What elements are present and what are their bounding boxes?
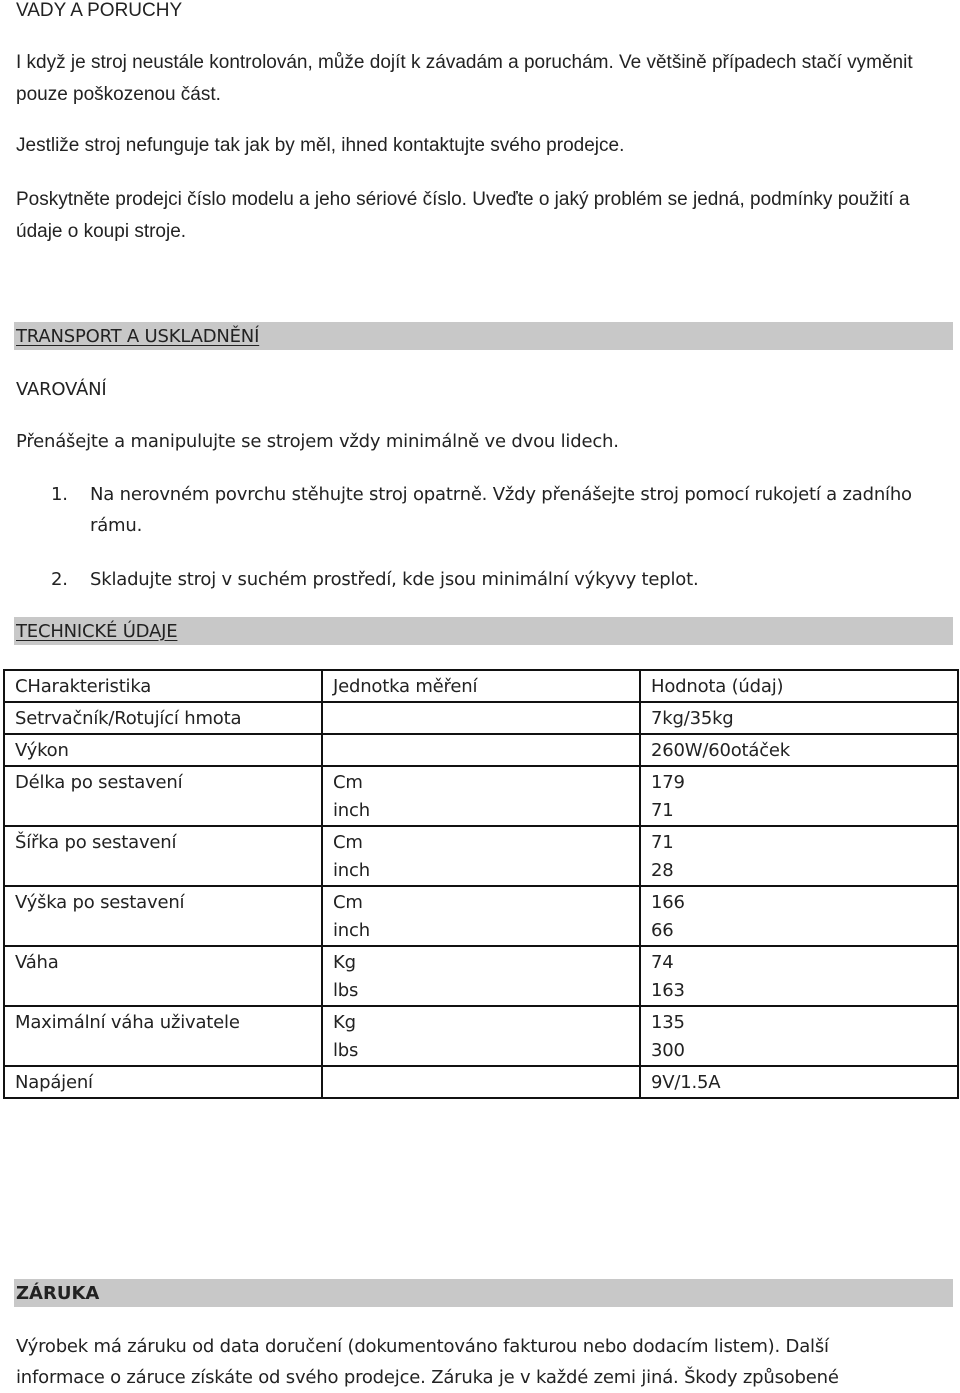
table-row xyxy=(4,734,958,766)
list-item-number: 1. xyxy=(51,484,68,505)
faults-paragraph-1: I když je stroj neustále kontrolován, může dojít k závadám a poruchám. Ve většině případech stačí vyměnit pouze poškozenou část. xyxy=(16,52,913,105)
table-header-row xyxy=(4,670,958,702)
column-header: Hodnota (údaj) xyxy=(640,670,958,702)
spec-value-cell: 260W/60otáček xyxy=(640,734,958,766)
spec-name-cell: Šířka po sestavení xyxy=(4,826,322,886)
spec-unit-cell: Kg lbs xyxy=(322,1006,640,1066)
faults-paragraph-3: Poskytněte prodejci číslo modelu a jeho sériové číslo. Uveďte o jaký problém se jedná, podmínky použití a údaje o koupi stroje. xyxy=(16,189,910,242)
specs-heading-bar xyxy=(14,617,953,645)
warranty-line-2: informace o záruce získáte od svého prodejce. Záruka je v každé zemi jiná. Škody způsobené xyxy=(16,1367,839,1388)
table-row xyxy=(4,702,958,734)
list-item-text: Skladujte stroj v suchém prostředí, kde jsou minimální výkyvy teplot. xyxy=(90,569,699,590)
transport-heading: TRANSPORT A USKLADNĚNÍ xyxy=(16,326,260,347)
spec-name-cell: Maximální váha uživatele xyxy=(4,1006,322,1066)
faults-heading: VADY A PORUCHY xyxy=(16,0,183,21)
table-row xyxy=(4,886,958,946)
spec-value-cell: 7kg/35kg xyxy=(640,702,958,734)
spec-value-cell: 9V/1.5A xyxy=(640,1066,958,1098)
faults-paragraph-2: Jestliže stroj nefunguje tak jak by měl, ihned kontaktujte svého prodejce. xyxy=(16,135,625,156)
spec-unit-cell: Cm inch xyxy=(322,766,640,826)
list-item-number: 2. xyxy=(51,569,68,590)
spec-unit-cell: Cm inch xyxy=(322,826,640,886)
spec-value-cell: 74 163 xyxy=(640,946,958,1006)
spec-unit-cell xyxy=(322,702,640,734)
list-item-text: Na nerovném povrchu stěhujte stroj opatrně. Vždy přenášejte stroj pomocí rukojetí a zadního rámu. xyxy=(90,484,912,536)
spec-name-cell: Výkon xyxy=(4,734,322,766)
spec-unit-cell: Kg lbs xyxy=(322,946,640,1006)
table-row xyxy=(4,1066,958,1098)
spec-value-cell: 71 28 xyxy=(640,826,958,886)
transport-heading-bar xyxy=(14,322,953,350)
spec-name-cell: Setrvačník/Rotující hmota xyxy=(4,702,322,734)
specs-table xyxy=(3,669,959,1099)
spec-value-cell: 179 71 xyxy=(640,766,958,826)
spec-value-cell: 135 300 xyxy=(640,1006,958,1066)
spec-unit-cell xyxy=(322,734,640,766)
warning-label: VAROVÁNÍ xyxy=(16,379,107,400)
column-header: Jednotka měření xyxy=(322,670,640,702)
spec-unit-cell: Cm inch xyxy=(322,886,640,946)
warranty-heading: ZÁRUKA xyxy=(16,1283,100,1304)
spec-unit-cell xyxy=(322,1066,640,1098)
spec-name-cell: Výška po sestavení xyxy=(4,886,322,946)
table-row xyxy=(4,946,958,1006)
table-row xyxy=(4,826,958,886)
warranty-line-1: Výrobek má záruku od data doručení (dokumentováno fakturou nebo dodacím listem). Další xyxy=(16,1336,829,1357)
table-row xyxy=(4,1006,958,1066)
specs-heading: TECHNICKÉ ÚDAJE xyxy=(16,621,178,642)
table-row xyxy=(4,766,958,826)
spec-name-cell: Napájení xyxy=(4,1066,322,1098)
transport-intro: Přenášejte a manipulujte se strojem vždy minimálně ve dvou lidech. xyxy=(16,431,619,452)
transport-list-item xyxy=(0,479,960,541)
column-header: CHarakteristika xyxy=(4,670,322,702)
transport-list-item xyxy=(0,564,960,595)
spec-name-cell: Váha xyxy=(4,946,322,1006)
spec-value-cell: 166 66 xyxy=(640,886,958,946)
warranty-heading-bar xyxy=(14,1279,953,1307)
spec-name-cell: Délka po sestavení xyxy=(4,766,322,826)
